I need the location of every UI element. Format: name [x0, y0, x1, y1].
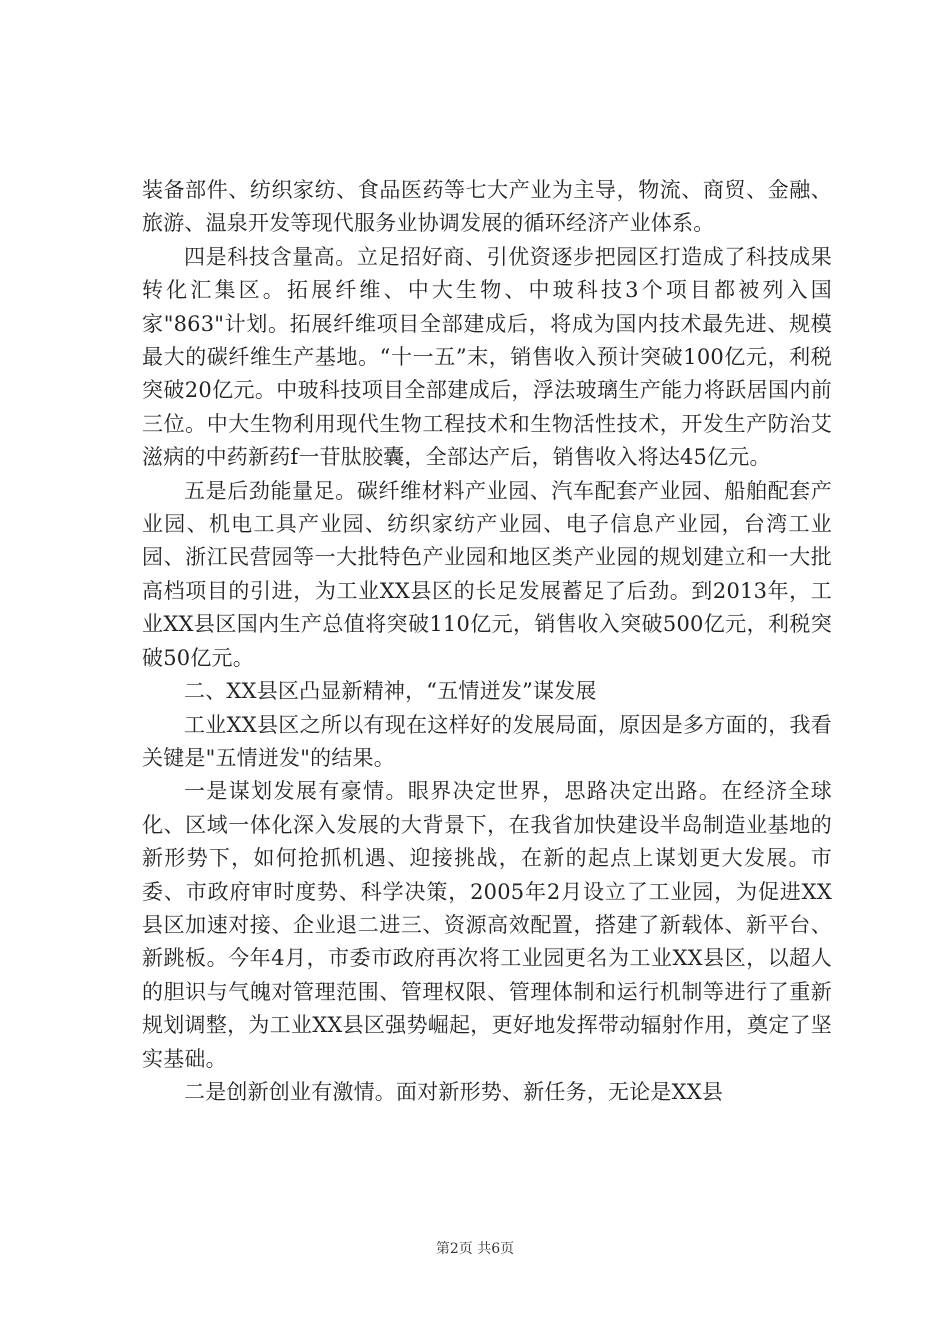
paragraph-planning-passion: 一是谋划发展有豪情。眼界决定世界，思路决定出路。在经济全球化、区域一体化深入发展的大背景下，在我省加快建设半岛制造业基地的新形势下，如何抢抓机遇、迎接挑战，在新的起点上谋划更大发展。市委、市政府审时度势、科学决策，2005年2月设立了工业园，为促进XX县区加速对接、企业退二进三、资源高效配置，搭建了新载体、新平台、新跳板。今年4月，市委市政府再次将工业园更名为工业XX县区，以超人的胆识与气魄对管理范围、管理权限、管理体制和运行机制等进行了重新规划调整，为工业XX县区强势崛起，更好地发挥带动辐射作用，奠定了坚实基础。	[142, 779, 832, 1071]
paragraph-momentum: 五是后劲能量足。碳纤维材料产业园、汽车配套产业园、船舶配套产业园、机电工具产业园、纺织家纺产业园、电子信息产业园，台湾工业园、浙江民营园等一大批特色产业园和地区类产业园的规划建立和一大批高档项目的引进，为工业XX县区的长足发展蓄足了后劲。到2013年，工业XX县区国内生产总值将突破110亿元，销售收入突破500亿元，利税突破50亿元。	[142, 478, 832, 670]
paragraph-innovation-passion: 二是创新创业有激情。面对新形势、新任务，无论是XX县	[184, 1079, 724, 1104]
paragraph-continued: 装备部件、纺织家纺、食品医药等七大产业为主导，物流、商贸、金融、旅游、温泉开发等现代服务业协调发展的循环经济产业体系。	[142, 178, 832, 236]
paragraph-science-tech: 四是科技含量高。立足招好商、引优资逐步把园区打造成了科技成果转化汇集区。拓展纤维、中大生物、中玻科技3个项目都被列入国家"863"计划。拓展纤维项目全部建成后，将成为国内技术最先进、规模最大的碳纤维生产基地。“十一五”末，销售收入预计突破100亿元，利税突破20亿元。中玻科技项目全部建成后，浮法玻璃生产能力将跃居国内前三位。中大生物利用现代生物工程技术和生物活性技术，开发生产防治艾滋病的中药新药f一苷肽胶囊，全部达产后，销售收入将达45亿元。	[142, 244, 832, 470]
document-body	[142, 174, 832, 1109]
section-heading: 二、XX县区凸显新精神，“五情迸发”谋发展	[184, 679, 597, 704]
page-footer	[0, 1238, 950, 1258]
page-number: 第2页 共6页	[435, 1241, 515, 1257]
paragraph-intro-five-passions: 工业XX县区之所以有现在这样好的发展局面，原因是多方面的，我看关键是"五情迸发"的结果。	[142, 712, 832, 770]
